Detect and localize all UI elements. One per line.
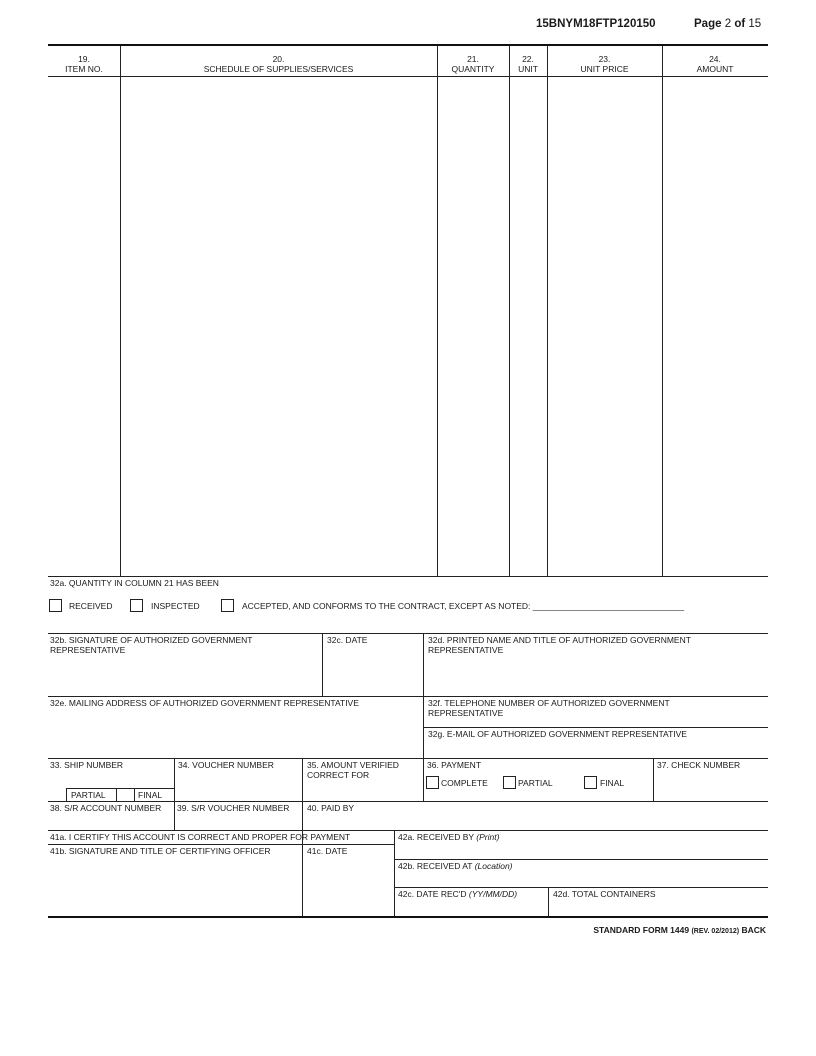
field-32f-telephone[interactable]: 32f. TELEPHONE NUMBER OF AUTHORIZED GOVERNMENT REPRESENTATIVE	[428, 698, 670, 718]
form-name: STANDARD FORM 1449	[593, 925, 690, 935]
payment-complete-checkbox[interactable]	[426, 776, 439, 789]
col-divider-21	[509, 46, 510, 576]
col-header-item-no: 19. ITEM NO.	[65, 54, 103, 74]
order-number: 15BNYM18FTP120150	[536, 18, 656, 30]
payment-partial-label: PARTIAL	[518, 778, 553, 788]
payment-final-checkbox[interactable]	[584, 776, 597, 789]
ship-final-right	[134, 788, 135, 801]
table-header-bottom	[48, 76, 768, 77]
divider-38-top	[48, 801, 768, 802]
page-label: Page	[694, 18, 722, 30]
col-divider-19	[120, 46, 121, 576]
field-36-payment: 36. PAYMENT	[427, 760, 482, 770]
field-42b-hint: (Location)	[474, 861, 513, 871]
payment-final-label: FINAL	[600, 778, 625, 788]
page-indicator	[694, 18, 761, 30]
field-32c-date[interactable]: 32c. DATE	[327, 635, 368, 645]
form-footer	[593, 925, 766, 935]
field-34-voucher-number[interactable]: 34. VOUCHER NUMBER	[178, 760, 274, 770]
field-32d-printed-name[interactable]: 32d. PRINTED NAME AND TITLE OF AUTHORIZED GOVERNMENT REPRESENTATIVE	[428, 635, 691, 655]
field-41a-certify: 41a. I CERTIFY THIS ACCOUNT IS CORRECT AND PROPER FOR PAYMENT	[50, 832, 351, 842]
field-42a-hint: (Print)	[476, 832, 500, 842]
ship-final-label[interactable]: FINAL	[138, 790, 163, 800]
col-divider-20	[437, 46, 438, 576]
ship-partial-right	[116, 788, 117, 801]
accepted-checkbox[interactable]	[221, 599, 234, 612]
field-32e-mailing-address[interactable]: 32e. MAILING ADDRESS OF AUTHORIZED GOVERNMENT REPRESENTATIVE	[50, 698, 359, 708]
received-checkbox[interactable]	[49, 599, 62, 612]
page-of: of	[734, 18, 746, 30]
field-32b-signature[interactable]: 32b. SIGNATURE OF AUTHORIZED GOVERNMENT REPRESENTATIVE	[50, 635, 253, 655]
col-header-unit: 22. UNIT	[518, 54, 538, 74]
divider-42b-top	[394, 859, 768, 860]
field-42c-label: 42c. DATE REC'D	[398, 889, 467, 899]
divider-36-37	[653, 758, 654, 801]
field-42a-label: 42a. RECEIVED BY	[398, 832, 474, 842]
field-42c-hint: (YY/MM/DD)	[468, 889, 518, 899]
field-42b-label: 42b. RECEIVED AT	[398, 861, 473, 871]
field-40-paid-by[interactable]: 40. PAID BY	[307, 803, 355, 813]
ship-partial-label[interactable]: PARTIAL	[71, 790, 106, 800]
divider-33-top	[48, 758, 768, 759]
col-divider-23	[662, 46, 663, 576]
page-current: 2	[724, 18, 732, 30]
field-42c-date-received[interactable]	[398, 889, 517, 899]
col-header-schedule: 20. SCHEDULE OF SUPPLIES/SERVICES	[203, 54, 354, 74]
field-38-sr-account[interactable]: 38. S/R ACCOUNT NUMBER	[50, 803, 162, 813]
field-41b-signature[interactable]: 41b. SIGNATURE AND TITLE OF CERTIFYING OFFICER	[50, 846, 271, 856]
ship-partial-left	[66, 788, 67, 801]
received-label: RECEIVED	[69, 601, 113, 611]
divider-32e-top	[48, 696, 768, 697]
form-side: BACK	[741, 925, 766, 935]
field-32g-email[interactable]: 32g. E-MAIL OF AUTHORIZED GOVERNMENT REPRESENTATIVE	[428, 729, 687, 739]
divider-41b-top	[48, 844, 394, 845]
payment-complete-label: COMPLETE	[441, 778, 488, 788]
divider-42c-top	[394, 887, 768, 888]
divider-32b-32c	[322, 633, 323, 696]
divider-41-top	[48, 830, 768, 831]
field-37-check-number[interactable]: 37. CHECK NUMBER	[657, 760, 741, 770]
divider-33-34	[174, 758, 175, 830]
divider-32g-top	[423, 727, 768, 728]
payment-partial-checkbox[interactable]	[503, 776, 516, 789]
field-39-sr-voucher[interactable]: 39. S/R VOUCHER NUMBER	[177, 803, 290, 813]
table-bottom-border	[48, 576, 768, 577]
field-42d-total-containers[interactable]: 42d. TOTAL CONTAINERS	[553, 889, 656, 899]
inspected-checkbox[interactable]	[130, 599, 143, 612]
field-35-amount-verified[interactable]: 35. AMOUNT VERIFIED CORRECT FOR	[307, 760, 399, 780]
col-header-quantity: 21. QUANTITY	[451, 54, 495, 74]
field-42a-received-by[interactable]	[398, 832, 499, 842]
accepted-label: ACCEPTED, AND CONFORMS TO THE CONTRACT, EXCEPT AS NOTED: ________________________________	[242, 601, 685, 611]
ship-partial-final-top	[66, 788, 174, 789]
field-33-ship-number[interactable]: 33. SHIP NUMBER	[50, 760, 124, 770]
divider-41-42	[394, 830, 395, 916]
form-revision: (REV. 02/2012)	[691, 928, 740, 935]
col-divider-22	[547, 46, 548, 576]
divider-35-36	[423, 758, 424, 801]
field-42b-received-at[interactable]	[398, 861, 513, 871]
field-41c-date[interactable]: 41c. DATE	[307, 846, 348, 856]
divider-42c-42d	[548, 887, 549, 916]
page-total: 15	[748, 18, 762, 30]
col-header-unit-price: 23. UNIT PRICE	[580, 54, 629, 74]
table-top-border	[48, 44, 768, 46]
form-bottom-border	[48, 916, 768, 918]
inspected-label: INSPECTED	[151, 601, 200, 611]
divider-32b-top	[48, 633, 768, 634]
field-32a-label: 32a. QUANTITY IN COLUMN 21 HAS BEEN	[50, 578, 219, 588]
col-header-amount: 24. AMOUNT	[696, 54, 734, 74]
